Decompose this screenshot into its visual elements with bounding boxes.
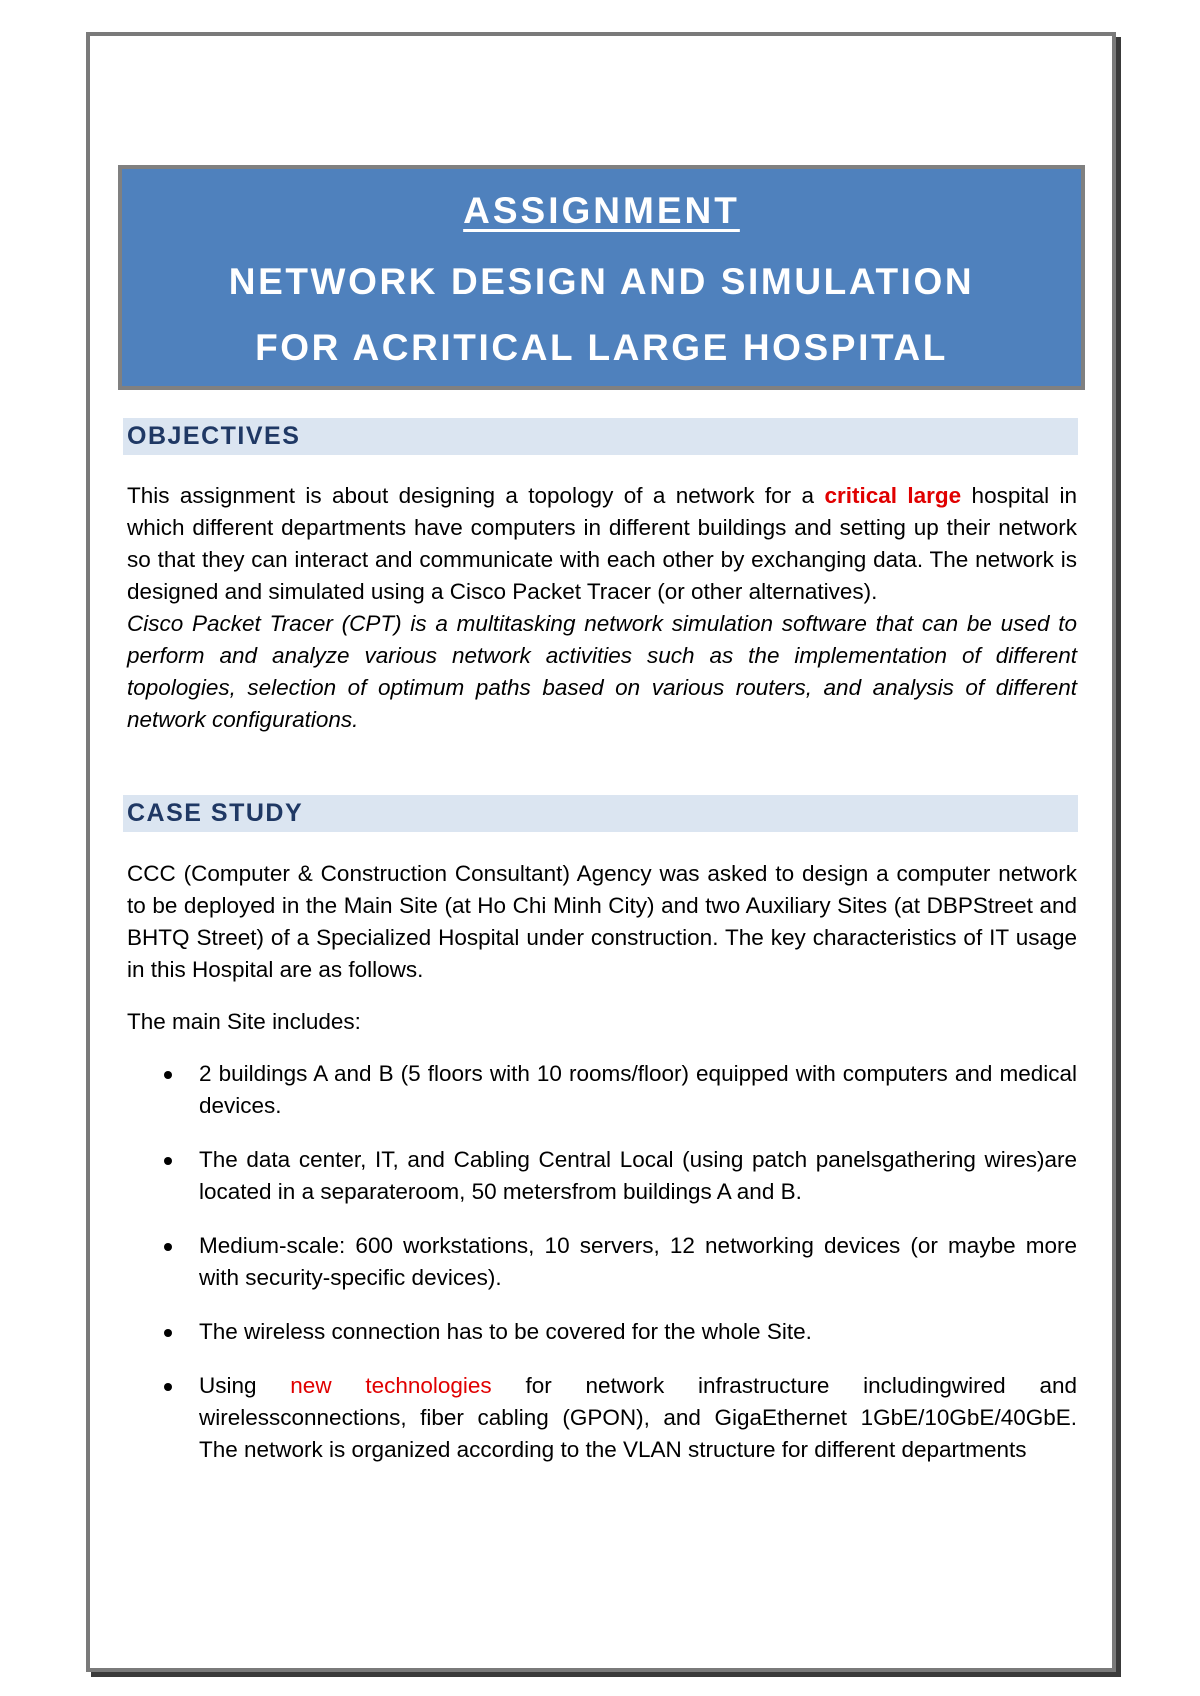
cpt-description: Cisco Packet Tracer (CPT) is a multitasking network simulation software that can be used to perform and analyze various network activities such as the implementation of different topologies, selection of optimum paths based on various routers, and analysis of different network configurations. xyxy=(127,611,1077,732)
main-site-list xyxy=(127,1058,1077,1488)
objectives-paragraph xyxy=(127,480,1077,736)
bullet-icon xyxy=(164,1243,172,1251)
case-study-heading: CASE STUDY xyxy=(123,795,1078,832)
list-item: Using new technologies for network infrastructure includingwired and wirelessconnections, fiber cabling (GPON), and GigaEthernet 1GbE/10GbE/40GbE. The network is organized according to the VLAN structure for different departments xyxy=(127,1370,1077,1466)
critical-large-highlight: critical large xyxy=(824,483,962,508)
bullet-icon xyxy=(164,1329,172,1337)
bullet-icon xyxy=(164,1383,172,1391)
objectives-text-end: hospital in which different departments have computers in different buildings and setting up their network so that they can interact and communicate with each other by exchanging data. The network is designed and simulated using a Cisco Packet Tracer (or other alternatives). xyxy=(127,483,1078,604)
assignment-title: ASSIGNMENT xyxy=(463,190,740,231)
list-item: 2 buildings A and B (5 floors with 10 rooms/floor) equipped with computers and medical devices. xyxy=(127,1058,1077,1122)
case-study-paragraph: CCC (Computer & Construction Consultant) Agency was asked to design a computer network to be deployed in the Main Site (at Ho Chi Minh City) and two Auxiliary Sites (at DBPStreet and BHTQ Street) of a Specialized Hospital under construction. The key characteristics of IT usage in this Hospital are as follows. xyxy=(127,861,1077,982)
list-item: The wireless connection has to be covered for the whole Site. xyxy=(127,1316,1077,1348)
objectives-heading: OBJECTIVES xyxy=(123,418,1078,455)
new-technologies-highlight: new technologies xyxy=(290,1373,492,1398)
list-item: Medium-scale: 600 workstations, 10 servers, 12 networking devices (or maybe more with security-specific devices). xyxy=(127,1230,1077,1294)
bullet-icon xyxy=(164,1157,172,1165)
list-item: The data center, IT, and Cabling Central Local (using patch panelsgathering wires)are located in a separateroom, 50 metersfrom buildings A and B. xyxy=(127,1144,1077,1208)
title-banner xyxy=(118,165,1085,390)
bullet-icon xyxy=(164,1071,172,1079)
subtitle-line-2: FOR ACRITICAL LARGE HOSPITAL xyxy=(255,327,948,368)
subtitle-line-1: NETWORK DESIGN AND SIMULATION xyxy=(228,261,975,302)
main-site-intro: The main Site includes: xyxy=(127,1009,361,1034)
assignment-subtitle xyxy=(122,249,1081,381)
objectives-text-start: This assignment is about designing a topology of a network for a xyxy=(127,483,825,508)
